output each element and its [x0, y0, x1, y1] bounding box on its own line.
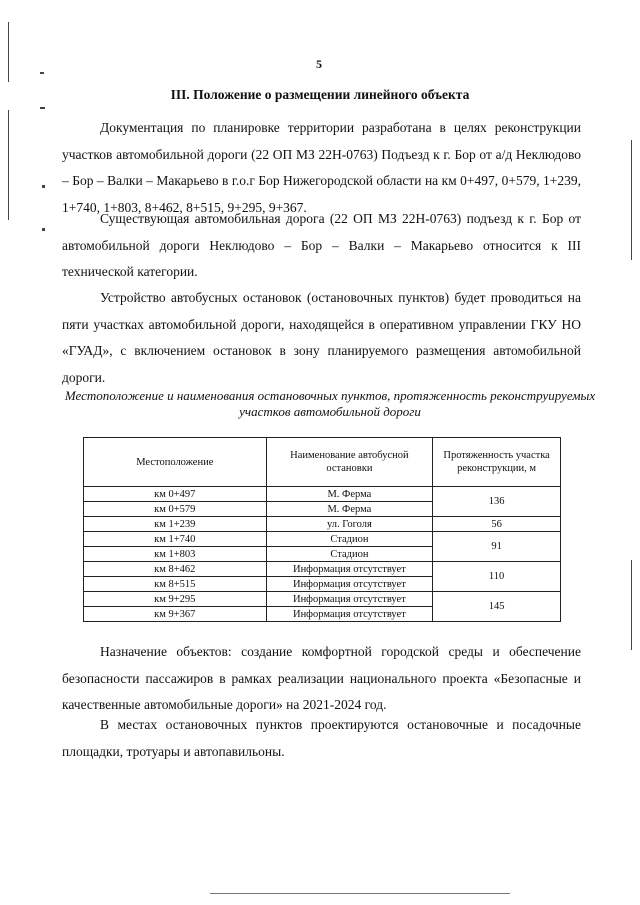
- page-number: 5: [316, 57, 322, 71]
- table-row: [84, 487, 561, 502]
- paragraph-facilities: В местах остановочных пунктов проектируются остановочные и посадочные площадки, тротуары и автопавильоны.: [62, 717, 581, 759]
- scan-margin-line: [631, 560, 632, 650]
- table-row: [84, 592, 561, 607]
- cell-stop-name: М. Ферма: [266, 502, 433, 517]
- table-header-row: [84, 438, 561, 487]
- paragraph-purpose: Документация по планировке территории разработана в целях реконструкции участков автомобильной дороги (22 ОП МЗ 22Н-0763) Подъезд к г. Бор от а/д Неклюдово – Бор – Валки – Макарьево в г.о.г Бор Нижегородской области на км 0+497, 0+579, 1+239, 1+740, 1+803, 8+462, 8+515, 9+295, 9+367.: [62, 120, 581, 215]
- cell-location: км 9+295: [84, 592, 267, 607]
- cell-length: 145: [433, 592, 561, 622]
- cell-location: км 0+579: [84, 502, 267, 517]
- cell-stop-name: М. Ферма: [266, 487, 433, 502]
- cell-stop-name: Стадион: [266, 547, 433, 562]
- cell-length: 56: [433, 517, 561, 532]
- paragraph-objectives: Назначение объектов: создание комфортной городской среды и обеспечение безопасности пассажиров в рамках реализации национального проекта «Безопасные и качественные автомобильные дороги» на 2021-2024 год.: [62, 644, 581, 712]
- scan-margin-line: [8, 110, 9, 220]
- table-row: [84, 562, 561, 577]
- cell-location: км 8+462: [84, 562, 267, 577]
- scan-bottom-rule: [210, 893, 510, 894]
- cell-stop-name: Информация отсутствует: [266, 592, 433, 607]
- scan-margin-line: [8, 22, 9, 82]
- header-stop-name: Наименование автобусной остановки: [266, 438, 433, 487]
- stops-table: [83, 437, 561, 622]
- cell-stop-name: ул. Гоголя: [266, 517, 433, 532]
- cell-stop-name: Стадион: [266, 532, 433, 547]
- cell-stop-name: Информация отсутствует: [266, 607, 433, 622]
- scan-mark: [42, 228, 45, 231]
- cell-length: 91: [433, 532, 561, 562]
- section-heading: III. Положение о размещении линейного объекта: [170, 87, 470, 102]
- cell-location: км 1+740: [84, 532, 267, 547]
- cell-stop-name: Информация отсутствует: [266, 577, 433, 592]
- paragraph-bus-stops: Устройство автобусных остановок (остановочных пунктов) будет проводиться на пяти участках автомобильной дороги, находящейся в оперативном управлении ГКУ НО «ГУАД», с включением остановок в зону планируемого размещения автомобильной дороги.: [62, 290, 581, 385]
- scan-mark: [40, 72, 44, 74]
- cell-location: км 8+515: [84, 577, 267, 592]
- table-row: [84, 532, 561, 547]
- cell-length: 136: [433, 487, 561, 517]
- scan-margin-line: [631, 140, 632, 260]
- paragraph-road-category: Существующая автомобильная дорога (22 ОП МЗ 22Н-0763) подъезд к г. Бор от автомобильной дороги Неклюдово – Бор – Валки – Макарьево относится к III технической категории.: [62, 211, 581, 279]
- cell-length: 110: [433, 562, 561, 592]
- cell-location: км 1+803: [84, 547, 267, 562]
- table-caption: Местоположение и наименования остановочных пунктов, протяженность реконструируемых участков автомобильной дороги: [64, 388, 596, 419]
- header-location: Местоположение: [84, 438, 267, 487]
- header-length: Протяженность участка реконструкции, м: [433, 438, 561, 487]
- cell-location: км 1+239: [84, 517, 267, 532]
- cell-location: км 9+367: [84, 607, 267, 622]
- cell-location: км 0+497: [84, 487, 267, 502]
- scan-mark: [40, 107, 45, 109]
- table-row: [84, 517, 561, 532]
- cell-stop-name: Информация отсутствует: [266, 562, 433, 577]
- scan-mark: [42, 185, 45, 188]
